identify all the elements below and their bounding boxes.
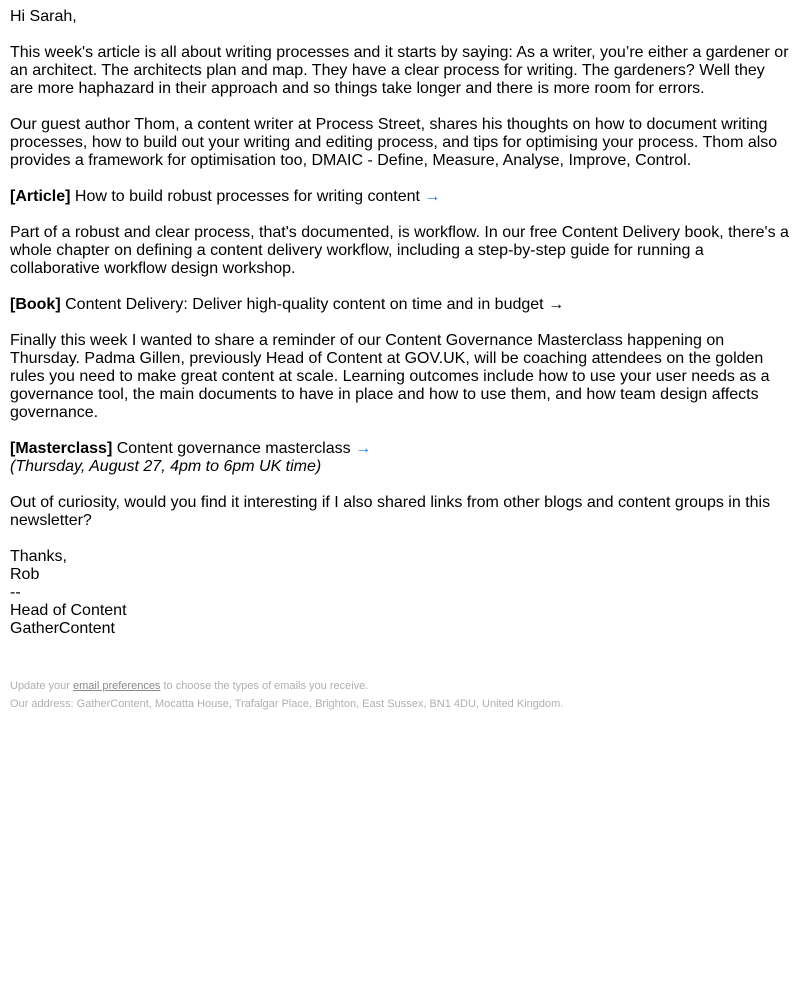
masterclass-link-line[interactable] [10, 440, 790, 458]
email-footer [10, 677, 790, 713]
workflow-paragraph: Part of a robust and clear process, that's documented, is workflow. In our free Content Delivery book, there's a whole chapter on defining a content delivery workflow, including a step-by-step guide for running a collaborative workflow design workshop. [10, 224, 789, 277]
signoff-role: Head of Content [10, 602, 127, 619]
signature [10, 548, 790, 638]
masterclass-tag: [Masterclass] [10, 440, 113, 457]
guest-author-paragraph: Our guest author Thom, a content writer at Process Street, shares his thoughts on how to document writing processes, how to build out your writing and editing process, and tips for optimising your process. Thom also provides a framework for optimisation too, DMAIC - Define, Measure, Analyse, Improve, Control. [10, 116, 778, 169]
greeting: Hi Sarah, [10, 8, 77, 25]
book-tag: [Book] [10, 296, 61, 313]
signoff-thanks: Thanks, [10, 548, 67, 565]
signoff-name: Rob [10, 566, 40, 583]
arrow-right-icon[interactable]: → [355, 440, 372, 457]
intro-paragraph: This week's article is all about writing processes and it starts by saying: As a writer, you’re either a gardener or an architect. The architects plan and map. They have a clear process for writing. The gardeners? Well they are more haphazard in their approach and so things take longer and there is more room for errors. [10, 44, 789, 97]
masterclass-date-note: (Thursday, August 27, 4pm to 6pm UK time) [10, 458, 322, 475]
arrow-right-icon[interactable]: → [424, 188, 441, 205]
article-link[interactable]: How to build robust processes for writing content [74, 188, 420, 205]
book-link-line[interactable] [10, 296, 790, 314]
preferences-prefix: Update your [10, 680, 70, 692]
masterclass-paragraph: Finally this week I wanted to share a reminder of our Content Governance Masterclass happening on Thursday. Padma Gillen, previously Head of Content at GOV.UK, will be coaching attendees on the golden rules you need to make great content at scale. Learning outcomes include how to use your user needs as a governance tool, the main documents to have in place and how to use them, and how team design affects governance. [10, 332, 770, 421]
arrow-right-icon[interactable]: → [548, 296, 565, 313]
preferences-suffix: to choose the types of emails you receive. [163, 680, 369, 692]
email-body [10, 8, 790, 638]
preferences-line [10, 677, 790, 695]
curiosity-paragraph: Out of curiosity, would you find it interesting if I also shared links from other blogs and content groups in this newsletter? [10, 494, 771, 529]
book-link[interactable]: Content Delivery: Deliver high-quality content on time and in budget [65, 296, 544, 313]
postal-address: Our address: GatherContent, Mocatta House, Trafalgar Place, Brighton, East Sussex, BN1 4DU, United Kingdom. [10, 698, 564, 710]
signoff-separator: -- [10, 584, 21, 601]
email-preferences-link[interactable]: email preferences [73, 680, 161, 692]
article-link-line[interactable] [10, 188, 790, 206]
masterclass-link[interactable]: Content governance masterclass [116, 440, 351, 457]
signoff-company: GatherContent [10, 620, 115, 637]
article-tag: [Article] [10, 188, 71, 205]
